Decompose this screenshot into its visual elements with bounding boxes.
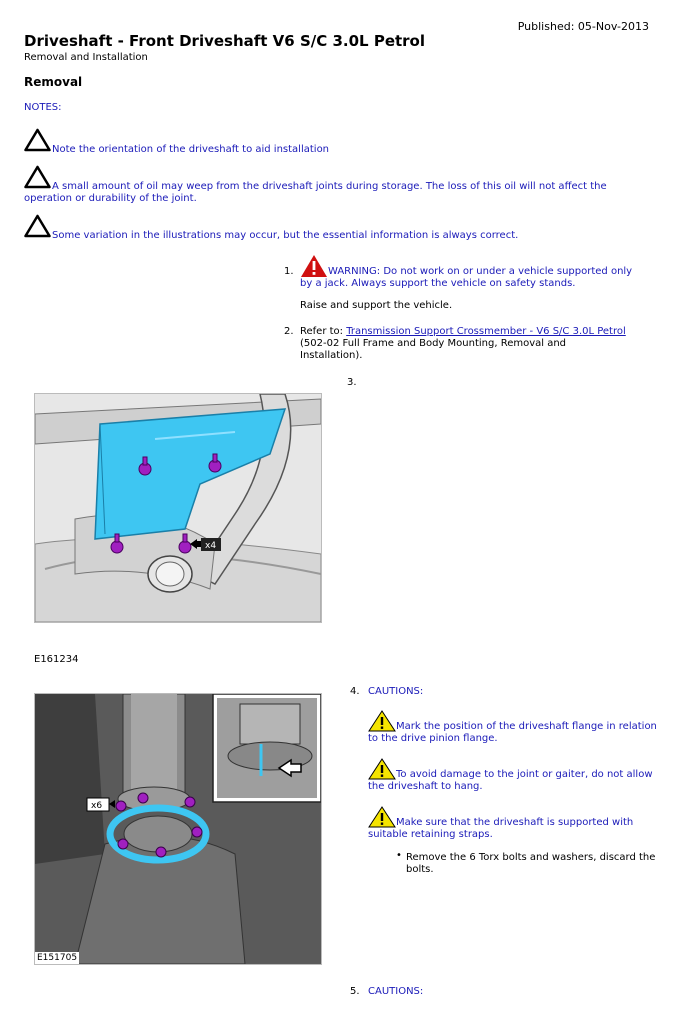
figure-id: E161234 <box>34 654 79 665</box>
page-title: Driveshaft - Front Driveshaft V6 S/C 3.0L Petrol <box>24 32 426 50</box>
step-number: 4. <box>350 686 360 697</box>
illustration-crossmember <box>34 393 322 623</box>
illustration-flange <box>34 693 322 965</box>
published-date: Published: 05-Nov-2013 <box>517 20 649 33</box>
notes-label: NOTES: <box>24 102 62 113</box>
step-number: 2. <box>284 326 294 337</box>
note-text: Some variation in the illustrations may occur, but the essential information is always correct. <box>52 230 519 241</box>
page-subtitle: Removal and Installation <box>24 52 148 63</box>
step-number: 1. <box>284 266 294 277</box>
bullet-dot: • <box>396 850 402 861</box>
caution-item: Mark the position of the driveshaft flange in relation to the drive pinion flange. <box>368 710 658 745</box>
caution-item: To avoid damage to the joint or gaiter, do not allow the driveshaft to hang. <box>368 758 658 793</box>
crossmember-link[interactable]: Transmission Support Crossmember - V6 S/C 3.0L Petrol <box>346 326 626 337</box>
cautions-label: CAUTIONS: <box>368 986 424 997</box>
callout-x6: x6 <box>91 801 103 811</box>
caution-yellow-icon <box>368 806 396 828</box>
cautions-label: CAUTIONS: <box>368 686 424 697</box>
step-reference: Refer to: Transmission Support Crossmember - V6 S/C 3.0L Petrol (502-02 Full Frame and Body Mounting, Removal and Installation). <box>300 326 626 361</box>
caution-yellow-icon <box>368 710 396 732</box>
note-item <box>24 165 654 205</box>
step-warning: WARNING: Do not work on or under a vehicle supported only by a jack. Always support the vehicle on safety stands. <box>300 254 635 290</box>
note-text: Note the orientation of the driveshaft to aid installation <box>52 144 330 155</box>
section-heading: Removal <box>24 75 83 89</box>
caution-triangle-icon <box>24 214 51 238</box>
figure-id: E151705 <box>37 953 78 963</box>
caution-yellow-icon <box>368 758 396 780</box>
note-text: A small amount of oil may weep from the driveshaft joints during storage. The loss of this oil will not affect the operation or durability of the joint. <box>24 181 607 204</box>
note-item <box>24 128 654 156</box>
warning-triangle-icon <box>300 254 328 278</box>
step-text: Raise and support the vehicle. <box>300 300 453 311</box>
caution-item: Make sure that the driveshaft is supported with suitable retaining straps. <box>368 806 658 841</box>
crossmember-illustration <box>35 394 321 622</box>
bullet-text: Remove the 6 Torx bolts and washers, discard the bolts. <box>406 852 656 875</box>
caution-triangle-icon <box>24 165 51 189</box>
step-number: 3. <box>347 377 357 388</box>
callout-x4: x4 <box>205 541 217 551</box>
caution-triangle-icon <box>24 128 51 152</box>
flange-illustration <box>35 694 321 964</box>
step-number: 5. <box>350 986 360 997</box>
note-item <box>24 214 654 242</box>
